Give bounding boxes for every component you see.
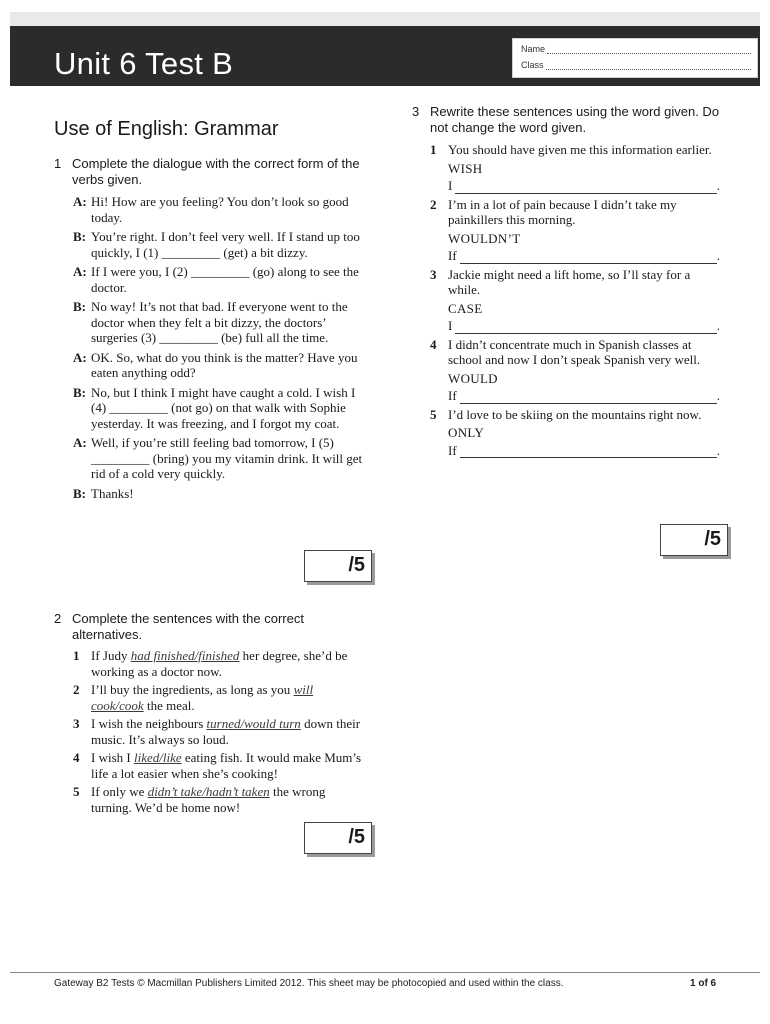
name-label: Name [521, 44, 546, 54]
dialogue-text: Thanks! [91, 485, 134, 501]
dialogue-text: OK. So, what do you think is the matter? Have you eaten anything odd? [91, 349, 358, 380]
exercise3-score: /5 [704, 528, 721, 550]
list-item [430, 337, 720, 404]
item-number: 4 [430, 336, 437, 352]
list-item [73, 648, 365, 679]
alternatives-option[interactable]: had finished/finished [130, 648, 240, 663]
list-item [73, 716, 365, 747]
answer-line[interactable]: I . [448, 178, 720, 193]
exercise2-list [73, 648, 365, 818]
dialogue-line [73, 229, 365, 260]
item-number: 1 [73, 648, 80, 663]
dialogue-text[interactable]: You’re right. I don’t feel very well. If I stand up too quickly, I (1) _________ (get) a bit dizzy. [91, 229, 360, 260]
exercise3-score-box[interactable] [660, 524, 728, 556]
speaker-label: B: [73, 384, 86, 400]
item-text: If only we didn’t take/hadn’t taken the wrong turning. We’d be home now! [91, 784, 326, 815]
exercise2-score: /5 [348, 826, 365, 848]
class-label: Class [521, 60, 544, 70]
exercise1-instruction [54, 156, 372, 188]
list-item [73, 682, 365, 713]
alternatives-option[interactable]: will cook/cook [91, 682, 314, 713]
exercise1-number: 1 [54, 156, 62, 171]
item-number: 5 [430, 406, 437, 422]
item-text: I wish the neighbours turned/would turn down their music. It’s always so loud. [91, 716, 361, 747]
list-item [430, 267, 720, 334]
exercise2-score-box[interactable] [304, 822, 372, 854]
exercise1-dialogue [73, 194, 365, 505]
list-item [73, 784, 365, 815]
item-number: 2 [73, 682, 80, 697]
exercise3-instruction [412, 104, 722, 136]
item-number: 3 [430, 266, 437, 282]
dialogue-text[interactable]: If I were you, I (2) _________ (go) along to see the doctor. [91, 264, 359, 295]
exercise3-list [430, 142, 720, 461]
list-item [73, 750, 365, 781]
answer-line[interactable]: If . [448, 388, 720, 403]
keyword: WOULDN’T [448, 230, 521, 246]
item-number: 4 [73, 750, 80, 765]
exercise1-score-box[interactable] [304, 550, 372, 582]
page-title: Unit 6 Test B [54, 46, 234, 81]
name-field[interactable] [521, 44, 751, 54]
speaker-label: B: [73, 229, 86, 244]
keyword: WISH [448, 160, 483, 176]
speaker-label: B: [73, 299, 86, 314]
exercise1-score: /5 [348, 554, 365, 576]
exercise2-number: 2 [54, 611, 62, 626]
item-number: 1 [430, 142, 437, 157]
section-title: Use of English: Grammar [54, 118, 279, 140]
dialogue-line [73, 350, 365, 381]
alternatives-option[interactable]: didn’t take/hadn’t taken [147, 784, 270, 799]
speaker-label: A: [73, 349, 87, 365]
dialogue-text: Hi! How are you feeling? You don’t look so good today. [91, 194, 349, 225]
class-field[interactable] [521, 60, 751, 70]
item-number: 5 [73, 784, 80, 799]
list-item [430, 142, 720, 194]
item-text: If Judy had finished/finished her degree, she’d be working as a doctor now. [91, 648, 348, 679]
dialogue-line [73, 264, 365, 295]
keyword: CASE [448, 300, 483, 316]
dialogue-text[interactable]: No way! It’s not that bad. If everyone went to the doctor when they felt a bit dizzy, the doctors’ surgeries (3) _________ (be) full all the time. [91, 299, 348, 345]
dialogue-text[interactable]: Well, if you’re still feeling bad tomorrow, I (5) _________ (bring) you my vitamin drink. It will get rid of a cold very quickly. [91, 435, 363, 481]
speaker-label: A: [73, 264, 87, 279]
dialogue-text[interactable]: No, but I think I might have caught a cold. I wish I (4) _________ (not go) on that walk with Sophie yesterday. It was freezing, and I forgot my coat. [91, 384, 356, 431]
list-item [430, 197, 720, 264]
speaker-label: A: [73, 435, 87, 450]
footer-rule [10, 972, 760, 973]
answer-line[interactable]: If . [448, 442, 720, 458]
item-sentence: Jackie might need a lift home, so I’ll stay for a while. [448, 266, 691, 297]
dialogue-line [73, 299, 365, 346]
item-sentence: I’m in a lot of pain because I didn’t take my painkillers this morning. [448, 196, 677, 227]
answer-line[interactable]: If . [448, 248, 720, 263]
page-number: 1 of 6 [690, 978, 717, 989]
exercise1-instruction-text: Complete the dialogue with the correct form of the verbs given. [72, 156, 360, 187]
item-sentence: I’d love to be skiing on the mountains right now. [448, 406, 702, 422]
alternatives-option[interactable]: liked/like [133, 750, 182, 765]
dialogue-line [73, 194, 365, 225]
dialogue-line [73, 435, 365, 482]
alternatives-option[interactable]: turned/would turn [206, 716, 301, 731]
dialogue-line [73, 486, 365, 502]
answer-line[interactable]: I . [448, 318, 720, 333]
list-item [430, 407, 720, 459]
header-top-strip [10, 12, 760, 26]
exercise3-number: 3 [412, 104, 420, 119]
item-sentence: You should have given me this information earlier. [448, 142, 712, 157]
footer-copyright: Gateway B2 Tests © Macmillan Publishers Limited 2012. This sheet may be photocopied and used within the class. [54, 978, 564, 989]
name-class-box [512, 38, 758, 78]
speaker-label: A: [73, 194, 87, 209]
item-sentence: I didn’t concentrate much in Spanish classes at school and now I don’t speak Spanish very well. [448, 336, 701, 367]
item-text: I wish I liked/like eating fish. It would make Mum’s life a lot easier when she’s cooking! [91, 750, 362, 781]
exercise2-instruction [54, 611, 372, 643]
exercise3-instruction-text: Rewrite these sentences using the word given. Do not change the word given. [430, 104, 720, 135]
keyword: ONLY [448, 425, 485, 440]
speaker-label: B: [73, 485, 86, 501]
item-number: 3 [73, 716, 80, 731]
dialogue-line [73, 385, 365, 432]
keyword: WOULD [448, 370, 498, 386]
item-number: 2 [430, 196, 437, 212]
item-text: I’ll buy the ingredients, as long as you will cook/cook the meal. [91, 682, 314, 713]
exercise2-instruction-text: Complete the sentences with the correct alternatives. [72, 611, 304, 642]
